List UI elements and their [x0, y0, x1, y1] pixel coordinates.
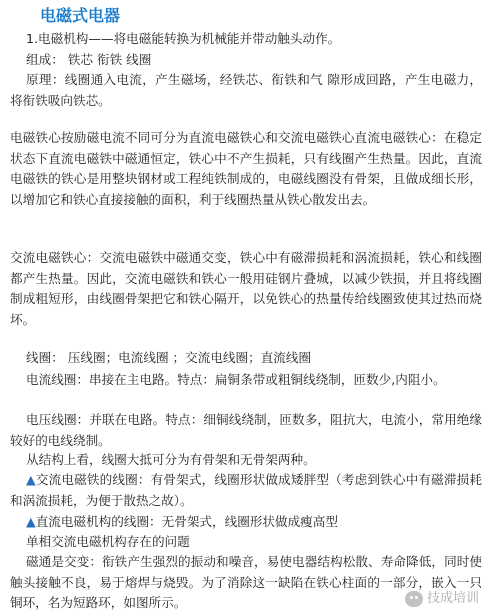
watermark-text: 技成培训 — [426, 590, 479, 606]
problem-title: 单相交流电磁机构存在的问题 — [26, 534, 190, 549]
voltage-coil-paragraph: 电压线圈：并联在电路。特点：细铜线绕制，匝数多，阻抗大，电流小，常用绝缘较好的电线绕制。 — [10, 412, 482, 448]
ac-core-paragraph: 交流电磁铁心：交流电磁铁中磁通交变，铁心中有磁滞损耗和涡流损耗，铁心和线圈都产生热量。因此，交流电磁铁和铁心一般用硅钢片叠城，以减少铁损，并且将线圈制成粗短形，由线圈骨架把它和铁心隔开，以免铁心的热量传给线圈致使其过热而烧坏。 — [10, 250, 482, 327]
intro-line: 1.电磁机构——将电磁能转换为机械能并带动触头动作。 — [26, 31, 341, 46]
principle-paragraph: 原理：线圈通入电流，产生磁场，经铁芯、衔铁和气 隙形成回路，产生电磁力，将衔铁吸向铁芯。 — [10, 72, 482, 108]
dc-coil-line — [26, 512, 482, 533]
structure-line: 从结构上看，线圈大抵可分为有骨架和无骨架两种。 — [26, 452, 316, 467]
core-types-paragraph: 电磁铁心按励磁电流不同可分为直流电磁铁心和交流电磁铁心直流电磁铁心：在稳定状态下直流电磁铁中磁通恒定，铁心中不产生损耗，只有线圈产生热量。因此，直流电磁铁的铁心是用整块钢材或工程纯铁制成的，电磁线圈没有骨架，且做成细长形，以增加它和铁心直接接触的面积，利于线圈热量从铁心散发出去。 — [10, 130, 482, 207]
triangle-marker-icon: ▲ — [26, 514, 36, 529]
wechat-icon — [405, 591, 423, 607]
problem-paragraph: 磁通是交变：衔铁产生强烈的振动和噪音，易使电器结构松散、寿命降低，同时使触头接触不良，易于熔焊与烧毁。为了消除这一缺陷在铁心柱面的一部分，嵌入一只铜环，名为短路环，如图所示。 — [10, 554, 482, 610]
page-title: 电磁式电器 — [40, 6, 121, 25]
watermark — [405, 589, 479, 610]
ac-coil-paragraph — [10, 470, 482, 511]
triangle-marker-icon: ▲ — [26, 472, 36, 487]
ac-coil-text: 交流电磁铁的线圈：有骨架式，线圈形状做成矮胖型（考虑到铁心中有磁滞损耗和涡流损耗，为便于散热之故）。 — [10, 472, 482, 508]
current-coil-paragraph: 电流线圈：串接在主电路。特点：扁铜条带或粗铜线绕制，匝数少,内阻小。 — [26, 372, 446, 387]
dc-coil-text: 直流电磁机构的线圈：无骨架式，线圈形状做成瘦高型 — [35, 514, 338, 529]
coil-types-line: 线圈： 压线圈；电流线圈 ；交流电线圈；直流线圈 — [26, 350, 312, 365]
components-line: 组成： 铁芯 衔铁 线圈 — [26, 52, 152, 67]
